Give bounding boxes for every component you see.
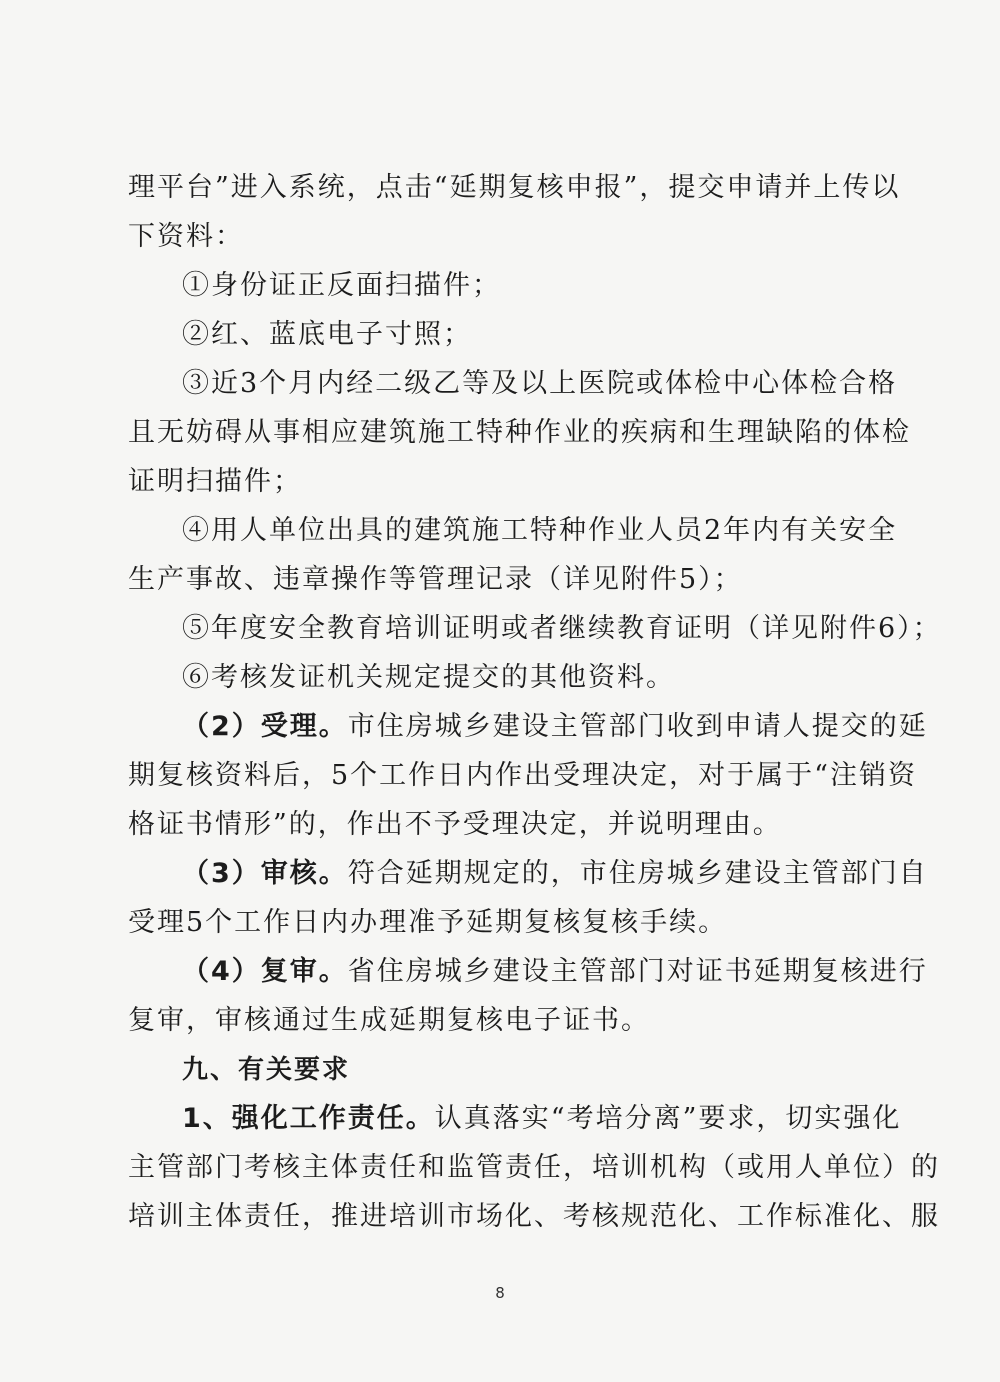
body-line: 期复核资料后，5个工作日内作出受理决定，对于属于“注销资: [128, 760, 917, 791]
list-item: ③近3个月内经二级乙等及以上医院或体检中心体检合格: [182, 368, 898, 399]
step-text: 市住房城乡建设主管部门收到申请人提交的延: [347, 711, 928, 742]
body-line: 理平台”进入系统，点击“延期复核申报”，提交申请并上传以: [128, 172, 901, 203]
body-line: 培训主体责任，推进培训市场化、考核规范化、工作标准化、服: [128, 1201, 940, 1232]
body-line: 生产事故、违章操作等管理记录（详见附件5）；: [128, 564, 743, 595]
body-line: 复审，审核通过生成延期复核电子证书。: [128, 1005, 650, 1036]
step-text: 符合延期规定的，市住房城乡建设主管部门自: [347, 858, 928, 889]
step-line: [182, 948, 928, 996]
list-item: ①身份证正反面扫描件；: [182, 270, 501, 301]
body-line: 证明扫描件；: [128, 466, 302, 497]
requirement-text: 认真落实“考培分离”要求，切实强化: [434, 1103, 902, 1134]
page-number: 8: [495, 1284, 505, 1302]
step-heading: （3）审核。: [182, 858, 348, 889]
step-line: [182, 703, 928, 751]
requirement-heading: 1、强化工作责任。: [182, 1103, 435, 1134]
body-line: 受理5个工作日内办理准予延期复核复核手续。: [128, 907, 728, 938]
list-item: ⑤年度安全教育培训证明或者继续教育证明（详见附件6）；: [182, 613, 942, 644]
list-item: ⑥考核发证机关规定提交的其他资料。: [182, 662, 675, 693]
body-line: 主管部门考核主体责任和监管责任，培训机构（或用人单位）的: [128, 1152, 940, 1183]
step-heading: （2）受理。: [182, 711, 348, 742]
step-line: [182, 850, 928, 898]
requirement-line: [182, 1095, 902, 1143]
list-item: ④用人单位出具的建筑施工特种作业人员2年内有关安全: [182, 515, 898, 546]
body-line: 格证书情形”的，作出不予受理决定，并说明理由。: [128, 809, 782, 840]
list-item: ②红、蓝底电子寸照；: [182, 319, 472, 350]
step-heading: （4）复审。: [182, 956, 348, 987]
body-line: 下资料：: [128, 221, 244, 252]
body-line: 且无妨碍从事相应建筑施工特种作业的疾病和生理缺陷的体检: [128, 417, 911, 448]
step-text: 省住房城乡建设主管部门对证书延期复核进行: [347, 956, 928, 987]
section-heading: 九、有关要求: [182, 1055, 351, 1085]
